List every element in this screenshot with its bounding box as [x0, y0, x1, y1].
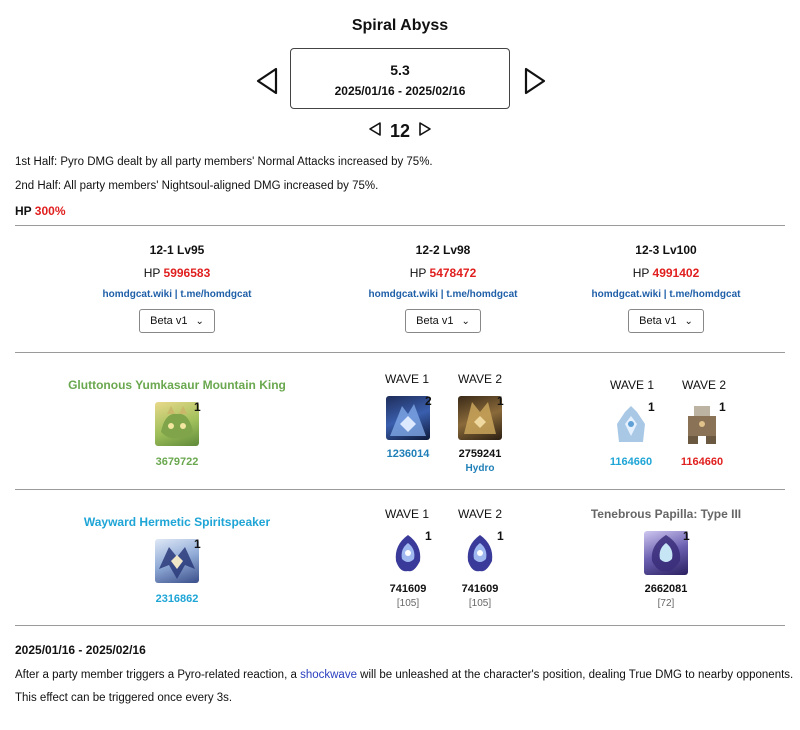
chamber-name: 12-3 Lv100	[635, 243, 697, 257]
golden-wolflord-icon	[458, 396, 502, 440]
version-date-range: 2025/01/16 - 2025/02/16	[334, 84, 466, 98]
enemy-count: 2	[425, 394, 432, 408]
triangle-left-icon	[254, 66, 280, 96]
chamber-name: 12-1 Lv95	[149, 243, 205, 257]
version-select[interactable]	[139, 309, 215, 333]
chamber-name: 12-2 Lv98	[415, 243, 471, 257]
blessing-text-before: After a party member triggers a Pyro-related reaction, a	[15, 669, 301, 681]
enemy-count: 1	[425, 529, 432, 543]
chamber-12-3	[531, 243, 800, 333]
source-links[interactable]: homdgcat.wiki | t.me/homdgcat	[591, 289, 741, 300]
wave-label: WAVE 1	[609, 378, 654, 392]
papilla-type3-icon	[644, 531, 688, 575]
element-label: Hydro	[465, 463, 495, 474]
select-value: Beta v1	[150, 315, 188, 327]
second-half-buff: 2nd Half: All party members' Nightsoul-aligned DMG increased by 75%.	[15, 180, 379, 192]
chamber-hp-value: 4991402	[652, 266, 700, 280]
blessing-description	[15, 669, 793, 681]
triangle-right-icon	[418, 121, 432, 137]
divider	[15, 352, 785, 353]
chamber-12-1	[42, 243, 312, 333]
prev-floor-button[interactable]	[368, 121, 382, 142]
divider	[15, 625, 785, 626]
next-version-button[interactable]	[522, 66, 548, 96]
floor-selector	[0, 120, 800, 142]
chevron-down-icon: ⌄	[461, 315, 470, 327]
boss-name: Gluttonous Yumkasaur Mountain King	[68, 378, 286, 392]
ruin-construct-icon	[680, 402, 724, 446]
enemy-count: 1	[683, 529, 690, 543]
next-floor-button[interactable]	[418, 121, 432, 142]
yumkasaur-icon	[155, 402, 199, 446]
divider	[15, 225, 785, 226]
select-value: Beta v1	[416, 315, 454, 327]
hp-multiplier-value: 300%	[34, 204, 66, 218]
chamber-hp-label: HP	[409, 266, 427, 280]
select-value: Beta v1	[639, 315, 677, 327]
enemy-hp: 1164660	[609, 456, 653, 468]
triangle-right-icon	[522, 66, 548, 96]
source-links[interactable]: homdgcat.wiki | t.me/homdgcat	[368, 289, 518, 300]
chevron-down-icon: ⌄	[684, 315, 693, 327]
blessing-cooldown: This effect can be triggered once every 3s.	[15, 692, 233, 704]
enemy-hp: 1236014	[386, 448, 430, 460]
enemy-hp: 3679722	[155, 456, 199, 468]
version-select[interactable]	[628, 309, 704, 333]
wave-label: WAVE 1	[384, 372, 429, 386]
enemy-hp: 2759241	[458, 448, 502, 460]
source-links[interactable]: homdgcat.wiki | t.me/homdgcat	[102, 289, 252, 300]
boss-name: Wayward Hermetic Spiritspeaker	[83, 515, 271, 529]
prev-version-button[interactable]	[254, 66, 280, 96]
hp-multiplier-label: HP	[15, 204, 32, 218]
cryo-construct-icon	[609, 402, 653, 446]
chamber-hp	[42, 266, 312, 280]
chamber-hp	[531, 266, 800, 280]
wave-label: WAVE 2	[457, 372, 502, 386]
frost-dragon-icon	[386, 396, 430, 440]
spiritspeaker-icon	[155, 539, 199, 583]
enemy-level: [105]	[468, 598, 492, 609]
floor-number: 12	[389, 120, 411, 141]
enemy-count: 1	[194, 537, 201, 551]
enemy-level: [105]	[396, 598, 420, 609]
chamber-hp-value: 5996583	[163, 266, 211, 280]
blessing-text-after: will be unleashed at the character's position, dealing True DMG to nearby opponents.	[356, 669, 794, 681]
shockwave-link[interactable]: shockwave	[300, 669, 357, 681]
blessing-date-range: 2025/01/16 - 2025/02/16	[15, 643, 146, 657]
enemy-hp: 741609	[461, 583, 499, 595]
version-box	[290, 48, 510, 109]
enemy-count: 1	[497, 394, 504, 408]
divider	[15, 489, 785, 490]
enemy-count: 1	[648, 400, 655, 414]
papilla-icon	[458, 531, 502, 575]
wave-label: WAVE 2	[457, 507, 502, 521]
chamber-hp-value: 5478472	[429, 266, 477, 280]
enemy-hp: 2316862	[155, 593, 199, 605]
chamber-hp-label: HP	[632, 266, 650, 280]
enemy-hp: 1164660	[680, 456, 724, 468]
hp-multiplier	[15, 204, 66, 218]
page-title: Spiral Abyss	[351, 17, 449, 34]
version-number: 5.3	[390, 62, 410, 78]
enemy-level: [72]	[657, 598, 675, 609]
version-select[interactable]	[405, 309, 481, 333]
enemy-count: 1	[719, 400, 726, 414]
enemy-count: 1	[194, 400, 201, 414]
chamber-hp-label: HP	[143, 266, 161, 280]
wave-label: WAVE 2	[681, 378, 726, 392]
wave-label: WAVE 1	[384, 507, 429, 521]
first-half-buff: 1st Half: Pyro DMG dealt by all party members' Normal Attacks increased by 75%.	[15, 156, 433, 168]
enemy-count: 1	[497, 529, 504, 543]
enemy-hp: 2662081	[644, 583, 688, 595]
triangle-left-icon	[368, 121, 382, 137]
papilla-icon	[386, 531, 430, 575]
boss-name: Tenebrous Papilla: Type III	[590, 507, 742, 521]
enemy-hp: 741609	[389, 583, 427, 595]
chevron-down-icon: ⌄	[195, 315, 204, 327]
